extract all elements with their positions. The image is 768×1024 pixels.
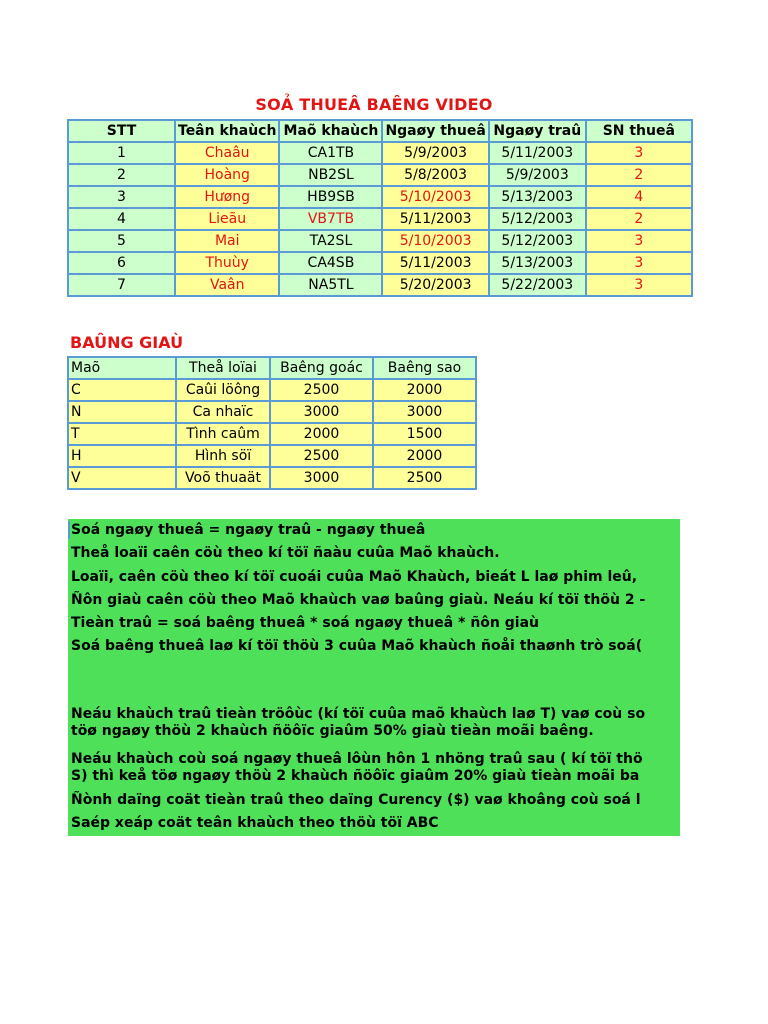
note-line: Ñôn giaù caên cöù theo Maõ khaùch vaø baûng giaù. Neáu kí töï thöù 2 - xyxy=(71,592,646,608)
cell-copy-price[interactable]: 2500 xyxy=(373,467,476,489)
cell-return-date[interactable]: 5/13/2003 xyxy=(489,252,586,274)
table-row xyxy=(68,445,476,467)
header-code[interactable]: Maõ xyxy=(68,357,176,379)
cell-customer-code[interactable]: NA5TL xyxy=(279,274,382,296)
cell-original-price[interactable]: 2000 xyxy=(270,423,373,445)
header-original-tape[interactable]: Baêng goác xyxy=(270,357,373,379)
cell-customer-code[interactable]: NB2SL xyxy=(279,164,382,186)
cell-customer-name[interactable]: Hưøng xyxy=(175,186,279,208)
header-rent-date[interactable]: Ngaøy thueâ xyxy=(382,120,488,142)
cell-copy-price[interactable]: 1500 xyxy=(373,423,476,445)
cell-rent-date[interactable]: 5/9/2003 xyxy=(382,142,488,164)
note-line: Neáu khaùch traû tieàn tröôùc (kí töï cuûa maõ khaùch laø T) vaø coù so xyxy=(71,706,646,722)
cell-customer-name[interactable]: Vaân xyxy=(175,274,279,296)
table-row xyxy=(68,274,692,296)
table-row xyxy=(68,164,692,186)
cell-rent-date[interactable]: 5/10/2003 xyxy=(382,230,488,252)
cell-rent-date[interactable]: 5/11/2003 xyxy=(382,208,488,230)
cell-return-date[interactable]: 5/13/2003 xyxy=(489,186,586,208)
cell-rent-days[interactable]: 2 xyxy=(586,208,692,230)
header-rent-days[interactable]: SN thueâ xyxy=(586,120,692,142)
note-line: Theå loaïi caên cöù theo kí töï ñaàu cuûa Maõ khaùch. xyxy=(71,545,500,561)
cell-original-price[interactable]: 3000 xyxy=(270,401,373,423)
cell-customer-name[interactable]: Thuùy xyxy=(175,252,279,274)
table-row xyxy=(68,379,476,401)
cell-stt[interactable]: 5 xyxy=(68,230,175,252)
price-table xyxy=(67,356,477,490)
table-row xyxy=(68,230,692,252)
table-row xyxy=(68,401,476,423)
requirements-notes[interactable] xyxy=(68,519,680,836)
cell-return-date[interactable]: 5/22/2003 xyxy=(489,274,586,296)
cell-customer-name[interactable]: Hoàng xyxy=(175,164,279,186)
cell-rent-days[interactable]: 2 xyxy=(586,164,692,186)
cell-original-price[interactable]: 3000 xyxy=(270,467,373,489)
cell-customer-code[interactable]: CA1TB xyxy=(279,142,382,164)
cell-customer-name[interactable]: Mai xyxy=(175,230,279,252)
cell-return-date[interactable]: 5/12/2003 xyxy=(489,230,586,252)
note-line: Saép xeáp coät teân khaùch theo thöù töï ABC xyxy=(71,815,439,831)
cell-code[interactable]: N xyxy=(68,401,176,423)
header-customer-code[interactable]: Maõ khaùch xyxy=(279,120,382,142)
table-row xyxy=(68,142,692,164)
note-line: Soá baêng thueâ laø kí töï thöù 3 cuûa Maõ khaùch ñoåi thaønh trò soá( xyxy=(71,638,643,654)
page-title: SOẢ THUEÂ BAÊNG VIDEO xyxy=(255,95,493,114)
cell-genre[interactable]: Voõ thuaät xyxy=(176,467,270,489)
note-line: Tieàn traû = soá baêng thueâ * soá ngaøy thueâ * ñôn giaù xyxy=(71,615,539,631)
header-stt[interactable]: STT xyxy=(68,120,175,142)
header-copy-tape[interactable]: Baêng sao xyxy=(373,357,476,379)
cell-genre[interactable]: Ca nhaïc xyxy=(176,401,270,423)
cell-code[interactable]: V xyxy=(68,467,176,489)
cell-rent-days[interactable]: 3 xyxy=(586,252,692,274)
cell-customer-code[interactable]: VB7TB xyxy=(279,208,382,230)
header-return-date[interactable]: Ngaøy traû xyxy=(489,120,586,142)
cell-stt[interactable]: 6 xyxy=(68,252,175,274)
cell-genre[interactable]: Hình söï xyxy=(176,445,270,467)
price-table-header xyxy=(68,357,476,379)
note-line: töø ngaøy thöù 2 khaùch ñöôïc giaûm 50% giaù tieàn moãi baêng. xyxy=(71,723,594,739)
cell-copy-price[interactable]: 2000 xyxy=(373,445,476,467)
table-row xyxy=(68,186,692,208)
cell-rent-days[interactable]: 4 xyxy=(586,186,692,208)
note-line: Soá ngaøy thueâ = ngaøy traû - ngaøy thueâ xyxy=(71,522,426,538)
cell-genre[interactable]: Tình caûm xyxy=(176,423,270,445)
cell-stt[interactable]: 1 xyxy=(68,142,175,164)
table-row xyxy=(68,423,476,445)
cell-return-date[interactable]: 5/9/2003 xyxy=(489,164,586,186)
cell-customer-code[interactable]: CA4SB xyxy=(279,252,382,274)
cell-return-date[interactable]: 5/12/2003 xyxy=(489,208,586,230)
note-line: Ñònh daïng coät tieàn traû theo daïng Curency ($) vaø khoâng coù soá l xyxy=(71,792,641,808)
rental-table-header xyxy=(68,120,692,142)
cell-rent-date[interactable]: 5/8/2003 xyxy=(382,164,488,186)
cell-copy-price[interactable]: 3000 xyxy=(373,401,476,423)
cell-customer-name[interactable]: Lieãu xyxy=(175,208,279,230)
note-line: S) thì keå töø ngaøy thöù 2 khaùch ñöôïc giaûm 20% giaù tieàn moãi ba xyxy=(71,768,640,784)
cell-rent-days[interactable]: 3 xyxy=(586,274,692,296)
cell-copy-price[interactable]: 2000 xyxy=(373,379,476,401)
cell-stt[interactable]: 7 xyxy=(68,274,175,296)
cell-rent-date[interactable]: 5/11/2003 xyxy=(382,252,488,274)
cell-rent-date[interactable]: 5/10/2003 xyxy=(382,186,488,208)
cell-rent-date[interactable]: 5/20/2003 xyxy=(382,274,488,296)
cell-customer-code[interactable]: HB9SB xyxy=(279,186,382,208)
cell-stt[interactable]: 2 xyxy=(68,164,175,186)
cell-stt[interactable]: 3 xyxy=(68,186,175,208)
header-genre[interactable]: Theå loïai xyxy=(176,357,270,379)
cell-genre[interactable]: Caûi löông xyxy=(176,379,270,401)
header-customer-name[interactable]: Teân khaùch xyxy=(175,120,279,142)
cell-rent-days[interactable]: 3 xyxy=(586,230,692,252)
cell-customer-name[interactable]: Chaâu xyxy=(175,142,279,164)
cell-code[interactable]: T xyxy=(68,423,176,445)
cell-return-date[interactable]: 5/11/2003 xyxy=(489,142,586,164)
price-table-title: BAÛNG GIAÙ xyxy=(70,333,184,352)
cell-original-price[interactable]: 2500 xyxy=(270,379,373,401)
rental-table xyxy=(67,119,693,297)
note-line: Neáu khaùch coù soá ngaøy thueâ lôùn hôn 1 nhöng traû sau ( kí töï thö xyxy=(71,751,643,767)
cell-original-price[interactable]: 2500 xyxy=(270,445,373,467)
cell-stt[interactable]: 4 xyxy=(68,208,175,230)
table-row xyxy=(68,208,692,230)
cell-rent-days[interactable]: 3 xyxy=(586,142,692,164)
table-row xyxy=(68,467,476,489)
active-cell-marker xyxy=(68,521,70,539)
table-row xyxy=(68,252,692,274)
cell-code[interactable]: C xyxy=(68,379,176,401)
cell-code[interactable]: H xyxy=(68,445,176,467)
note-line: Loaïi, caên cöù theo kí töï cuoái cuûa Maõ Khaùch, bieát L laø phim leû, xyxy=(71,569,638,585)
cell-customer-code[interactable]: TA2SL xyxy=(279,230,382,252)
